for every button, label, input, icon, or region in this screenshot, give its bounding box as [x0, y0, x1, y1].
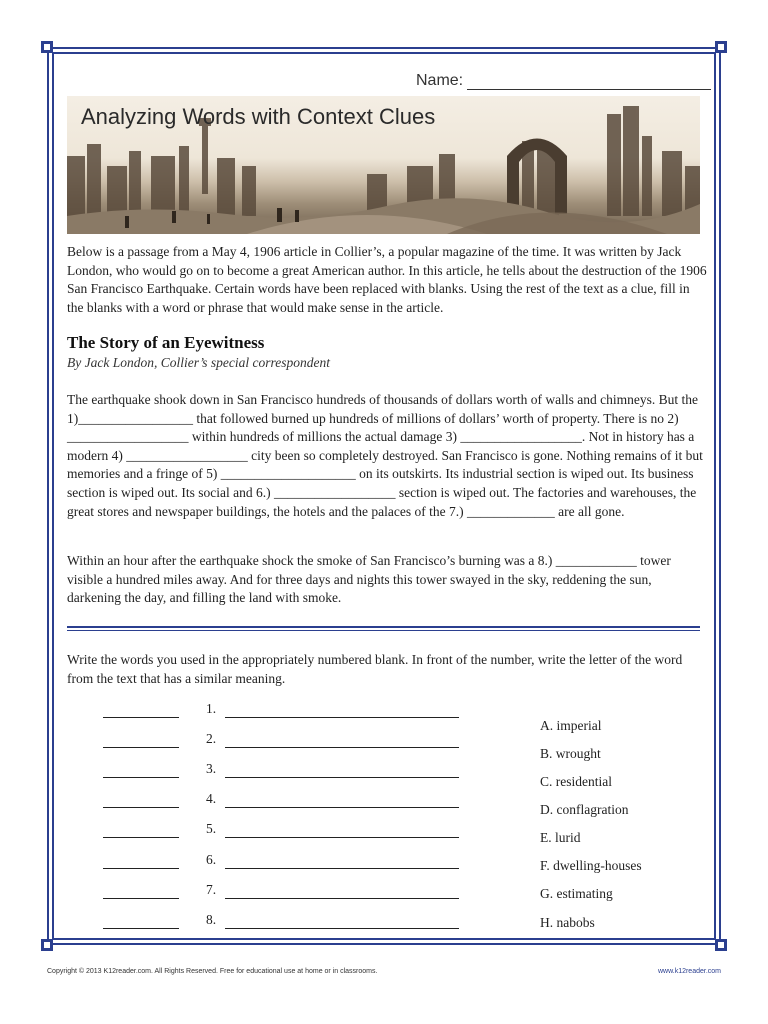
letter-blank[interactable]	[103, 823, 179, 838]
choice-item: A. imperial	[540, 718, 602, 733]
story-paragraph-1: The earthquake shook down in San Francisco hundreds of thousands of dollars worth of walls and chimneys. But the 1)_________________ that followed burned up hundreds of millions of dollars’ worth of property. There is no 2) __________________ within hundreds of millions the actual damage 3) __________________. Not in history has a modern 4) __________________ city been so completely destroyed. San Francisco is gone. Nothing remains of it but memories and a fringe of 5) ____________________ on its outskirts. Its industrial section is wiped out. Its business section is wiped out. Its social and 6.) __________________ section is wiped out. The factories and warehouses, the great stores and newspaper buildings, the hotels and the palaces of the 7.) _____________ are all gone.	[67, 392, 703, 519]
letter-blank[interactable]	[103, 703, 179, 718]
choice-item: E. lurid	[540, 830, 581, 845]
name-blank[interactable]	[467, 75, 711, 90]
word-blank[interactable]	[225, 793, 459, 808]
choice-item: F. dwelling-houses	[540, 858, 642, 873]
answer-number: 6.	[206, 852, 217, 867]
name-field	[416, 72, 711, 90]
word-blank[interactable]	[225, 823, 459, 838]
choice-item: G. estimating	[540, 886, 613, 901]
answer-number: 3.	[206, 761, 217, 776]
letter-blank[interactable]	[103, 733, 179, 748]
choice-item: B. wrought	[540, 746, 601, 761]
border-corner-bottom-right	[715, 939, 727, 951]
choice-item: D. conflagration	[540, 802, 629, 817]
word-blank[interactable]	[225, 884, 459, 899]
site-link[interactable]: www.k12reader.com	[657, 968, 721, 975]
answer-number: 1.	[206, 701, 217, 716]
word-blank[interactable]	[225, 703, 459, 718]
instructions: Write the words you used in the appropriately numbered blank. In front of the number, write the letter of the word from the text that has a similar meaning.	[67, 652, 683, 686]
word-blank[interactable]	[225, 733, 459, 748]
border-corner-top-right	[715, 41, 727, 53]
copyright-notice: Copyright © 2013 K12reader.com. All Rights Reserved. Free for educational use at home or in classrooms.	[47, 968, 378, 975]
answer-number: 5.	[206, 821, 217, 836]
word-blank[interactable]	[225, 763, 459, 778]
letter-blank[interactable]	[103, 884, 179, 899]
letter-blank[interactable]	[103, 793, 179, 808]
answer-number: 4.	[206, 791, 217, 806]
choice-item: C. residential	[540, 774, 612, 789]
letter-blank[interactable]	[103, 914, 179, 929]
story-title: The Story of an Eyewitness	[67, 333, 265, 352]
letter-blank[interactable]	[103, 854, 179, 869]
earthquake-photo-banner	[67, 96, 700, 234]
border-corner-bottom-left	[41, 939, 53, 951]
page-title: Analyzing Words with Context Clues	[81, 104, 436, 129]
answer-number: 8.	[206, 912, 217, 927]
letter-blank[interactable]	[103, 763, 179, 778]
word-blank[interactable]	[225, 914, 459, 929]
name-label: Name:	[416, 72, 464, 89]
answer-number: 2.	[206, 731, 217, 746]
border-corner-top-left	[41, 41, 53, 53]
answer-number: 7.	[206, 882, 217, 897]
intro-paragraph: Below is a passage from a May 4, 1906 article in Collier’s, a popular magazine of the time. It was written by Jack London, who would go on to become a great American author. In this article, he tells about the destruction of the 1906 San Francisco Earthquake. Certain words have been replaced with blanks. Using the rest of the text as a clue, fill in the blanks with a word or phrase that would make sense in the article.	[67, 244, 707, 315]
story-paragraph-2: Within an hour after the earthquake shock the smoke of San Francisco’s burning was a 8.) ____________ tower visible a hundred miles away. And for three days and nights this tower swayed in the sky, reddening the sun, darkening the day, and filling the land with smoke.	[67, 553, 671, 606]
choice-item: H. nabobs	[540, 915, 595, 930]
story-byline: By Jack London, Collier’s special correspondent	[67, 355, 330, 370]
section-divider	[67, 626, 700, 631]
word-blank[interactable]	[225, 854, 459, 869]
